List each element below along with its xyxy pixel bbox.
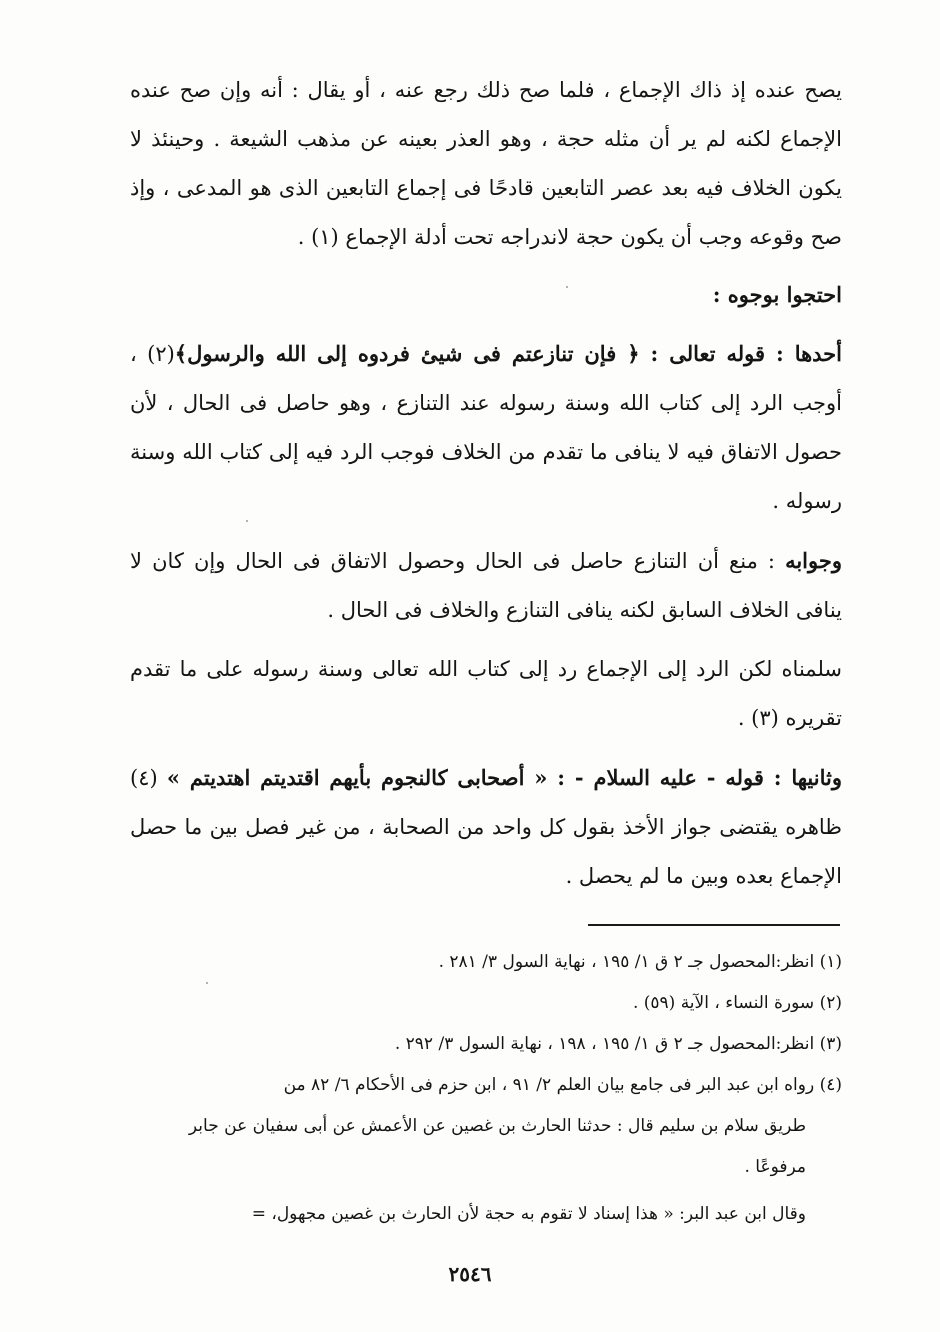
argument-body-first: (٢) ، أوجب الرد إلى كتاب الله وسنة رسوله عند التنازع ، وهو حاصل فى الحال ، لأن حصول الاتفاق فيه لا ينافى ما تقدم من الخلاف فوجب الرد فيه إلى كتاب الله وسنة رسوله . bbox=[130, 342, 842, 513]
argument-mid-second: : قوله - عليه السلام - : bbox=[547, 765, 792, 790]
scan-speck bbox=[246, 520, 248, 522]
footnote-divider bbox=[588, 924, 840, 926]
argument-body-second: (٤) ظاهره يقتضى جواز الأخذ بقول كل واحد من الصحابة ، من غير فصل بين ما حصل الإجماع بعده وبين ما لم يحصل . bbox=[130, 766, 842, 888]
response-body: : منع أن التنازع حاصل فى الحال وحصول الاتفاق فى الحال وإن كان لا ينافى الخلاف السابق لكنه ينافى التنازع والخلاف فى الحال . bbox=[130, 549, 842, 622]
footnote-2: (٢) سورة النساء ، الآية (٥٩) . bbox=[632, 993, 842, 1013]
footnote-4-continued: طريق سلام بن سليم قال : حدثنا الحارث بن غصين عن الأعمش عن أبى سفيان عن جابر مرفوعًا . bbox=[188, 1116, 806, 1177]
hadith-quote: « أصحابى كالنجوم بأيهم اقتديتم اهتديتم » bbox=[166, 765, 548, 790]
scan-speck bbox=[566, 286, 568, 288]
footnote-1: (١) انظر:المحصول جـ ٢ ق ١/ ١٩٥ ، نهاية السول ٣/ ٢٨١ . bbox=[438, 952, 842, 972]
paragraph-concession bbox=[130, 645, 842, 743]
footnote-3: (٣) انظر:المحصول جـ ٢ ق ١/ ١٩٥ ، ١٩٨ ، نهاية السول ٣/ ٢٩٢ . bbox=[394, 1034, 842, 1054]
paragraph-response bbox=[130, 536, 842, 635]
main-text bbox=[130, 66, 842, 901]
page-number: ٢٥٤٦ bbox=[448, 1262, 492, 1286]
paragraph-1 bbox=[130, 66, 842, 262]
footnotes bbox=[150, 942, 842, 1235]
response-lead: وجوابه bbox=[785, 548, 842, 573]
footnote-4-additional: وقال ابن عبد البر: « هذا إسناد لا تقوم به حجة لأن الحارث بن غصين مجهول، = bbox=[251, 1204, 806, 1224]
scan-speck bbox=[206, 982, 208, 984]
quran-quote: ﴿ فإن تنازعتم فى شيئ فردوه إلى الله والرسول﴾ bbox=[174, 341, 640, 366]
argument-mid-first: : قوله تعالى : bbox=[639, 341, 795, 366]
argument-lead-second: وثانيها bbox=[791, 765, 842, 790]
section-heading bbox=[130, 270, 842, 319]
argument-lead-first: أحدها bbox=[794, 341, 842, 366]
footnote-4: (٤) رواه ابن عبد البر فى جامع بيان العلم ٢/ ٩١ ، ابن حزم فى الأحكام ٦/ ٨٢ من bbox=[283, 1075, 842, 1095]
paragraph-1-text: يصح عنده إذ ذاك الإجماع ، فلما صح ذلك رجع عنه ، أو يقال : أنه وإن صح عنده الإجماع لكنه لم ير أن مثله حجة ، وهو العذر بعينه عن مذهب الشيعة . وحينئذ لا يكون الخلاف فيه بعد عصر التابعين قادحًا فى إجماع التابعين الذى هو المدعى ، وإذ صح وقوعه وجب أن يكون حجة لاندراجه تحت أدلة الإجماع (١) . bbox=[130, 78, 842, 249]
paragraph-second-argument bbox=[130, 753, 842, 901]
paragraph-first-argument bbox=[130, 329, 842, 526]
concession-text: سلمناه لكن الرد إلى الإجماع رد إلى كتاب الله تعالى وسنة رسوله على ما تقدم تقريره (٣) . bbox=[130, 657, 842, 730]
section-heading-text: احتجوا بوجوه : bbox=[712, 282, 842, 307]
